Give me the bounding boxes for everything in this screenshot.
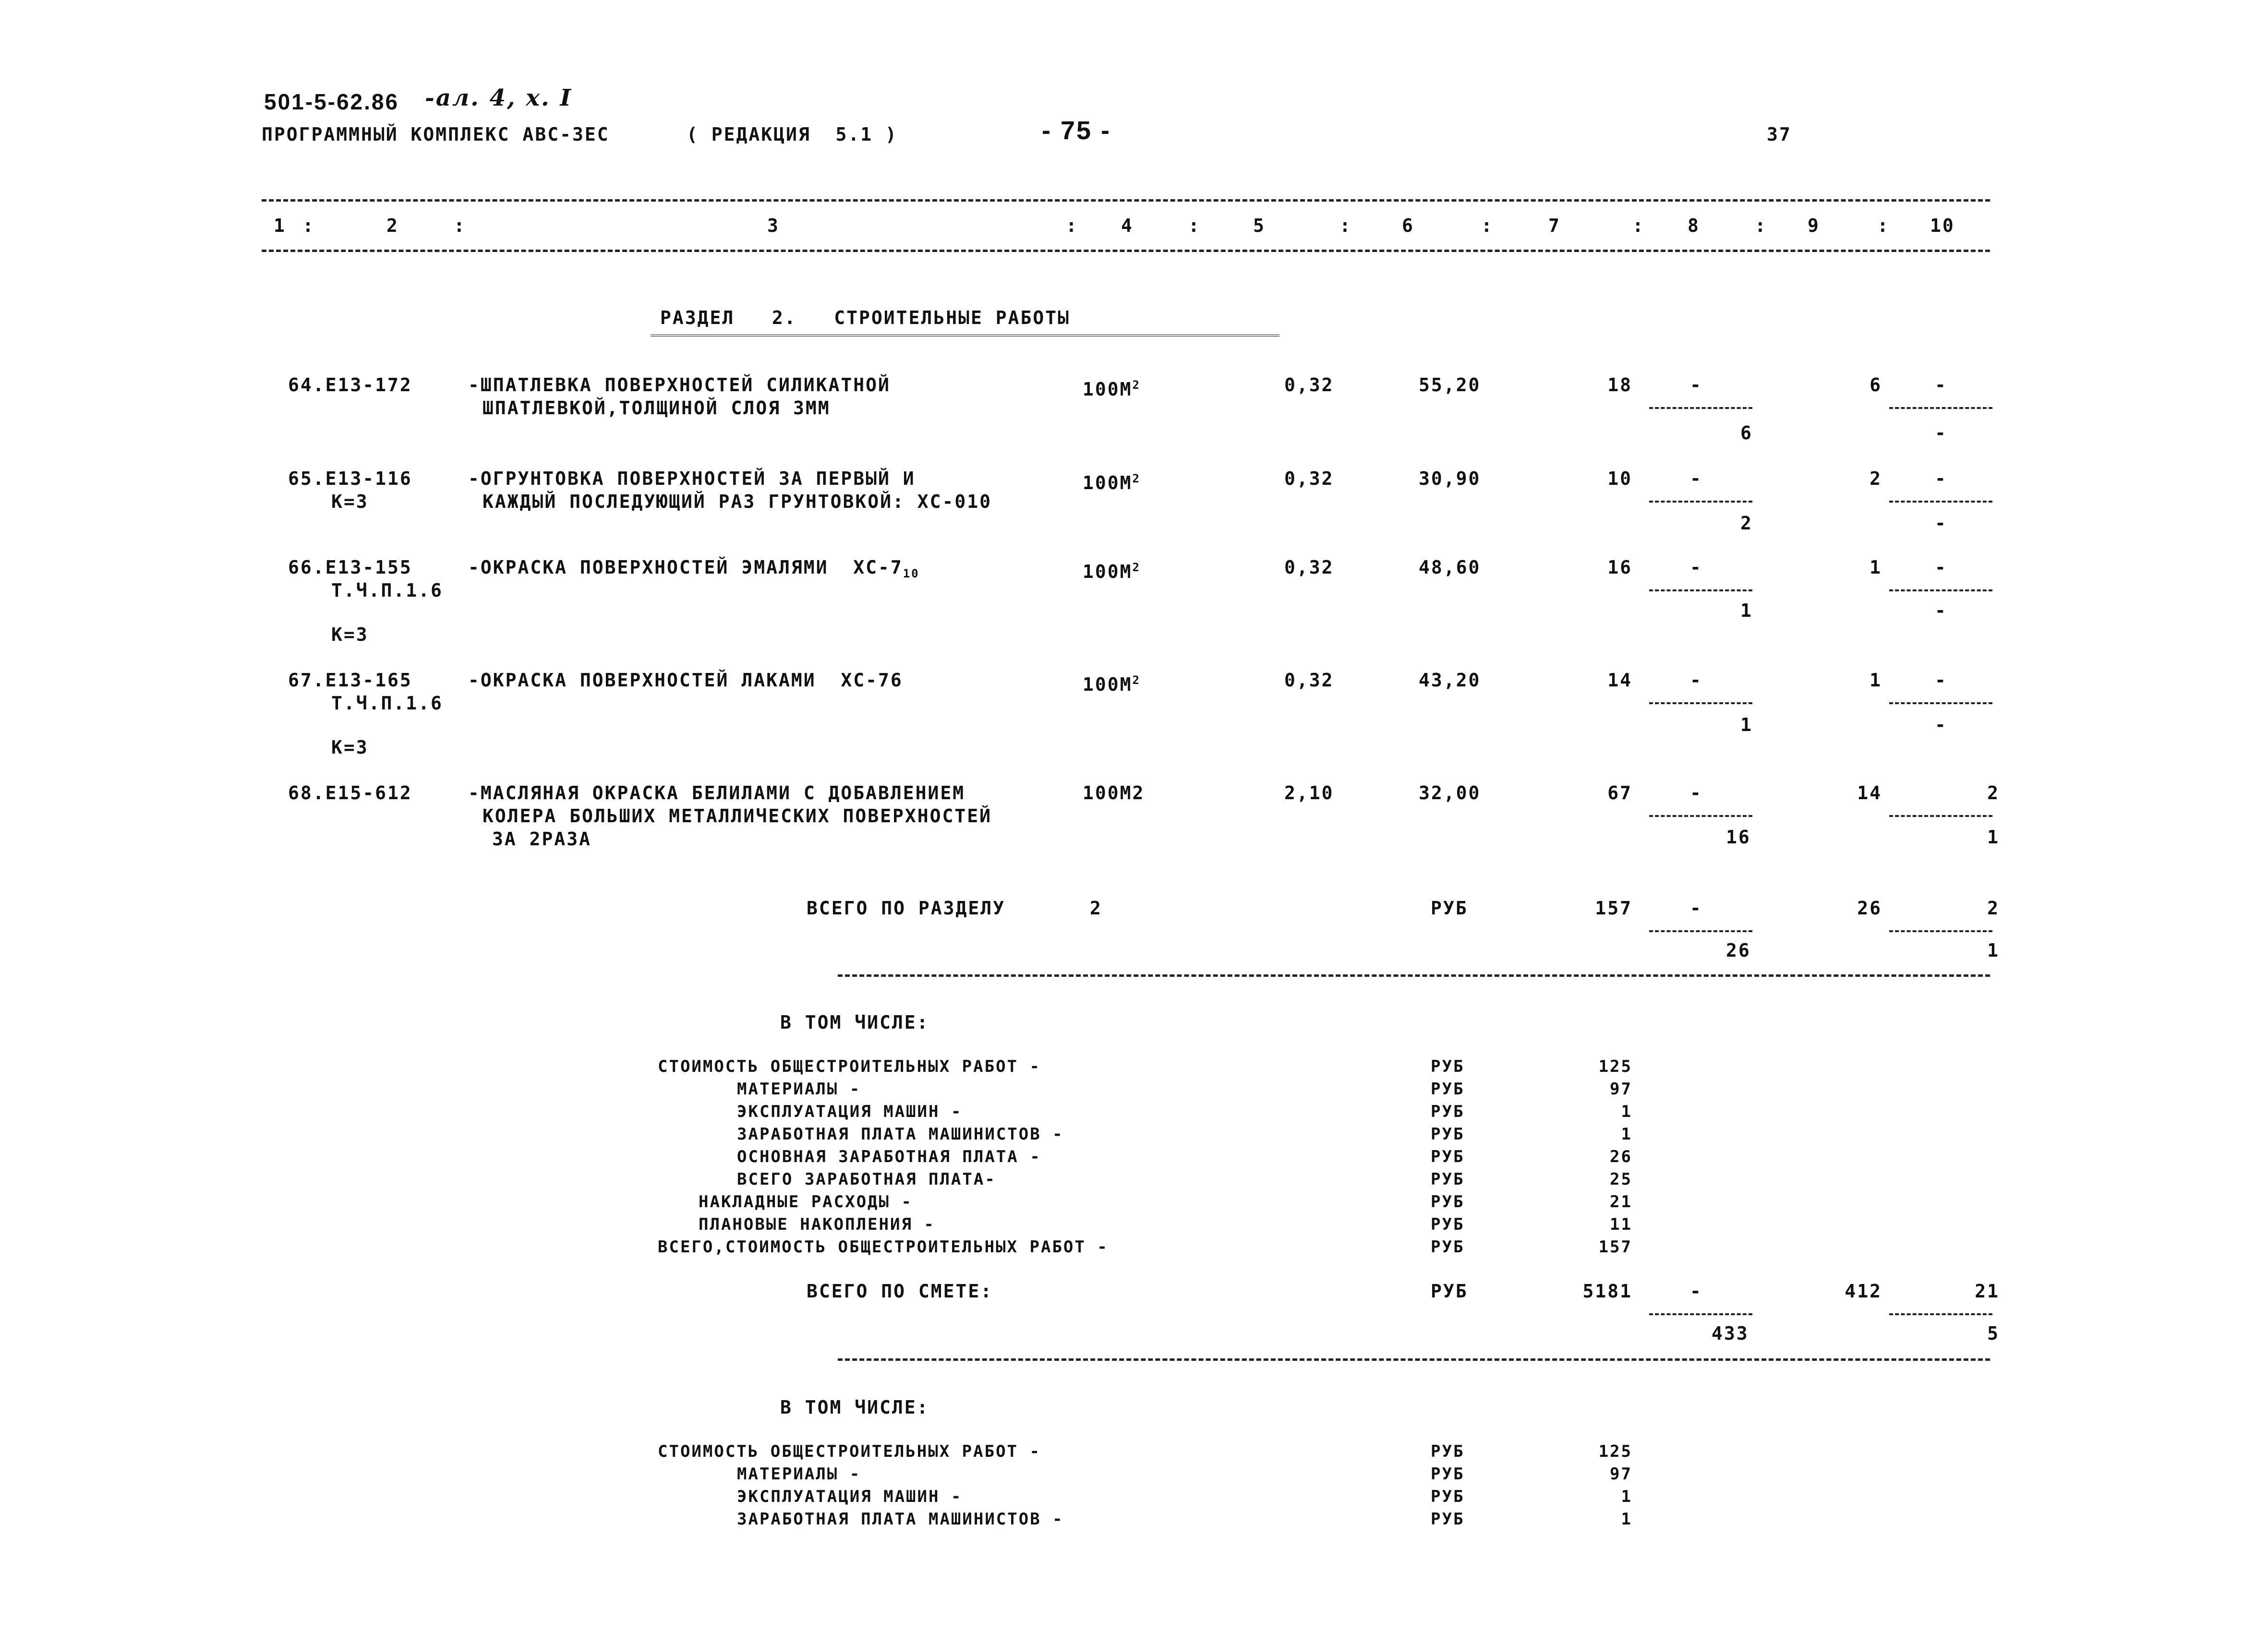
col10-bottom-value: 5 [1987, 1323, 2000, 1344]
col9-value: 2 [1870, 468, 1882, 489]
breakdown-label: НАКЛАДНЫЕ РАСХОДЫ - [699, 1192, 913, 1212]
item-description-line: -МАСЛЯНАЯ ОКРАСКА БЕЛИЛАМИ С ДОБАВЛЕНИЕМ [468, 782, 965, 804]
item-description-line: КАЖДЫЙ ПОСЛЕДУЮЩИЙ РАЗ ГРУНТОВКОЙ: ХС-010 [483, 491, 992, 512]
item-number: 68.Е15-612 [288, 782, 412, 804]
item-coefficient: К=3 [331, 624, 369, 645]
item-unit: 100М2 [1083, 782, 1145, 804]
col8-top-value: - [1690, 557, 1702, 578]
col10-top-value: - [1935, 468, 1947, 489]
breakdown-value: 97 [1610, 1080, 1632, 1099]
breakdown-label: ЭКСПЛУАТАЦИЯ МАШИН - [737, 1102, 963, 1121]
breakdown-value: 21 [1610, 1192, 1632, 1212]
breakdown-value: 1 [1621, 1510, 1632, 1529]
item-description-line: -ШПАТЛЕВКА ПОВЕРХНОСТЕЙ СИЛИКАТНОЙ [468, 374, 891, 396]
page-number: - 75 - [1042, 116, 1111, 145]
item-unit: $100М^2$ [1083, 378, 1141, 400]
column-number: 2 [386, 215, 399, 236]
breakdown-unit: РУБ [1431, 1510, 1465, 1529]
col10-fraction-rule [1889, 589, 1992, 591]
item-unit-price: 43,20 [1419, 670, 1481, 691]
item-number: 64.Е13-172 [288, 374, 412, 396]
column-separator: : [1632, 215, 1645, 236]
breakdown-unit: РУБ [1431, 1192, 1465, 1212]
breakdown-unit: РУБ [1431, 1442, 1465, 1461]
column-number: 5 [1253, 215, 1266, 236]
col8-fraction-rule [1649, 407, 1752, 409]
column-number: 8 [1688, 215, 1700, 236]
col10-bottom-value: - [1935, 600, 1947, 621]
breakdown-label: ОСНОВНАЯ ЗАРАБОТНАЯ ПЛАТА - [737, 1147, 1041, 1166]
section-total-value: 157 [1595, 898, 1632, 919]
breakdown-unit: РУБ [1431, 1102, 1465, 1121]
item-total: 14 [1607, 670, 1632, 691]
col9-value: 6 [1870, 374, 1882, 396]
col10-bottom-value: 1 [1987, 827, 2000, 848]
col10-fraction-rule [1889, 407, 1992, 409]
item-description-line: -ОКРАСКА ПОВЕРХНОСТЕЙ ЭМАЛЯМИ $ХС-7_{10}$ [468, 557, 920, 580]
col8-top-value: - [1690, 898, 1702, 919]
section-total-rule [838, 974, 1990, 977]
item-quantity: 2,10 [1284, 782, 1334, 804]
col8-bottom-value: 6 [1740, 422, 1753, 444]
col10-top-value: 21 [1975, 1281, 2000, 1302]
col9-value: 26 [1857, 898, 1882, 919]
breakdown-label: СТОИМОСТЬ ОБЩЕСТРОИТЕЛЬНЫХ РАБОТ - [658, 1442, 1041, 1461]
breakdown-unit: РУБ [1431, 1464, 1465, 1484]
including-label: В ТОМ ЧИСЛЕ: [780, 1012, 929, 1033]
item-unit: $100М^2$ [1083, 561, 1141, 582]
breakdown-label: ЗАРАБОТНАЯ ПЛАТА МАШИНИСТОВ - [737, 1125, 1064, 1144]
col8-bottom-value: 16 [1726, 827, 1751, 848]
item-unit-price: 32,00 [1419, 782, 1481, 804]
col8-fraction-rule [1649, 930, 1752, 932]
column-separator: : [454, 215, 466, 236]
col8-bottom-value: 1 [1740, 600, 1753, 621]
column-number: 10 [1930, 215, 1955, 236]
column-separator: : [1877, 215, 1890, 236]
section-title-underline [651, 335, 1279, 336]
section-title: РАЗДЕЛ 2. СТРОИТЕЛЬНЫЕ РАБОТЫ [660, 307, 1070, 328]
program-line: ПРОГРАММНЫЙ КОМПЛЕКС АВС-ЗЕС [262, 124, 610, 145]
column-separator: : [1755, 215, 1767, 236]
col10-bottom-value: - [1935, 714, 1947, 735]
col10-top-value: 2 [1987, 898, 2000, 919]
item-number: 67.Е13-165 [288, 670, 412, 691]
col10-top-value: - [1935, 670, 1947, 691]
section-total-label: ВСЕГО ПО РАЗДЕЛУ [807, 898, 1006, 919]
column-header-top-rule [262, 199, 1990, 202]
col8-top-value: - [1690, 1281, 1702, 1302]
col10-top-value: - [1935, 374, 1947, 396]
column-header-bottom-rule [262, 250, 1990, 252]
estimate-total-value: 5181 [1582, 1281, 1632, 1302]
item-reference: Т.Ч.П.1.6 [331, 693, 443, 714]
breakdown-value: 1 [1621, 1125, 1632, 1144]
col8-fraction-rule [1649, 589, 1752, 591]
column-separator: : [1339, 215, 1352, 236]
col9-value: 14 [1857, 782, 1882, 804]
col8-bottom-value: 2 [1740, 513, 1753, 534]
item-unit: $100М^2$ [1083, 472, 1141, 493]
breakdown-unit: РУБ [1431, 1487, 1465, 1506]
col8-fraction-rule [1649, 702, 1752, 704]
column-number: 1 [274, 215, 286, 236]
breakdown-label: ВСЕГО ЗАРАБОТНАЯ ПЛАТА- [737, 1170, 996, 1189]
breakdown-value: 97 [1610, 1464, 1632, 1484]
estimate-total-rule [838, 1358, 1990, 1361]
col10-bottom-value: - [1935, 422, 1947, 444]
col8-fraction-rule [1649, 815, 1752, 817]
column-separator: : [302, 215, 315, 236]
item-unit-price: 48,60 [1419, 557, 1481, 578]
breakdown-unit: РУБ [1431, 1057, 1465, 1076]
col8-bottom-value: 433 [1712, 1323, 1749, 1344]
column-number: 6 [1402, 215, 1414, 236]
col8-fraction-rule [1649, 1313, 1752, 1315]
col8-top-value: - [1690, 670, 1702, 691]
col10-fraction-rule [1889, 702, 1992, 704]
breakdown-unit: РУБ [1431, 1080, 1465, 1099]
estimate-total-unit: РУБ [1431, 1281, 1468, 1302]
item-quantity: 0,32 [1284, 670, 1334, 691]
column-number: 4 [1121, 215, 1134, 236]
column-separator: : [1188, 215, 1201, 236]
breakdown-unit: РУБ [1431, 1147, 1465, 1166]
item-description-line: -ОКРАСКА ПОВЕРХНОСТЕЙ ЛАКАМИ ХС-76 [468, 670, 903, 691]
section-total-unit: РУБ [1431, 898, 1468, 919]
item-total: 18 [1607, 374, 1632, 396]
breakdown-label: ЭКСПЛУАТАЦИЯ МАШИН - [737, 1487, 963, 1506]
breakdown-value: 11 [1610, 1215, 1632, 1234]
item-description-line: -ОГРУНТОВКА ПОВЕРХНОСТЕЙ ЗА ПЕРВЫЙ И [468, 468, 916, 489]
column-number: 3 [767, 215, 780, 236]
col8-bottom-value: 26 [1726, 940, 1751, 961]
breakdown-value: 1 [1621, 1102, 1632, 1121]
breakdown-unit: РУБ [1431, 1170, 1465, 1189]
edition-label: ( РЕДАКЦИЯ 5.1 ) [687, 124, 898, 145]
col8-top-value: - [1690, 374, 1702, 396]
column-separator: : [1066, 215, 1078, 236]
breakdown-label: СТОИМОСТЬ ОБЩЕСТРОИТЕЛЬНЫХ РАБОТ - [658, 1057, 1041, 1076]
item-coefficient: К=3 [331, 737, 369, 758]
col8-fraction-rule [1649, 501, 1752, 503]
item-quantity: 0,32 [1284, 374, 1334, 396]
breakdown-label: МАТЕРИАЛЫ - [737, 1464, 861, 1484]
column-number: 9 [1808, 215, 1820, 236]
breakdown-unit: РУБ [1431, 1125, 1465, 1144]
col8-top-value: - [1690, 468, 1702, 489]
breakdown-label: ЗАРАБОТНАЯ ПЛАТА МАШИНИСТОВ - [737, 1510, 1064, 1529]
item-total: 10 [1607, 468, 1632, 489]
breakdown-unit: РУБ [1431, 1237, 1465, 1257]
item-reference: Т.Ч.П.1.6 [331, 580, 443, 601]
sheet-number: 37 [1767, 124, 1792, 145]
breakdown-value: 125 [1598, 1057, 1632, 1076]
item-quantity: 0,32 [1284, 557, 1334, 578]
document-code: 501-5-62.86 [264, 89, 399, 114]
item-coefficient: К=3 [331, 491, 369, 512]
item-number: 65.Е13-116 [288, 468, 412, 489]
col10-bottom-value: 1 [1987, 940, 2000, 961]
col10-top-value: 2 [1987, 782, 2000, 804]
column-separator: : [1481, 215, 1494, 236]
col9-value: 1 [1870, 557, 1882, 578]
breakdown-value: 1 [1621, 1487, 1632, 1506]
col10-fraction-rule [1889, 930, 1992, 932]
handwritten-mark: -ал. 4, х. I [425, 84, 572, 111]
item-total: 67 [1607, 782, 1632, 804]
item-unit-price: 55,20 [1419, 374, 1481, 396]
breakdown-label: ВСЕГО,СТОИМОСТЬ ОБЩЕСТРОИТЕЛЬНЫХ РАБОТ - [658, 1237, 1109, 1257]
breakdown-value: 26 [1610, 1147, 1632, 1166]
breakdown-label: ПЛАНОВЫЕ НАКОПЛЕНИЯ - [699, 1215, 935, 1234]
col10-fraction-rule [1889, 815, 1992, 817]
col10-top-value: - [1935, 557, 1947, 578]
col9-value: 412 [1845, 1281, 1882, 1302]
item-description-line: КОЛЕРА БОЛЬШИХ МЕТАЛЛИЧЕСКИХ ПОВЕРХНОСТЕЙ [483, 805, 992, 827]
item-description-line: ЗА 2РАЗА [492, 828, 592, 850]
breakdown-unit: РУБ [1431, 1215, 1465, 1234]
item-quantity: 0,32 [1284, 468, 1334, 489]
item-number: 66.Е13-155 [288, 557, 412, 578]
item-total: 16 [1607, 557, 1632, 578]
item-unit: $100М^2$ [1083, 673, 1141, 695]
col10-fraction-rule [1889, 1313, 1992, 1315]
breakdown-value: 157 [1598, 1237, 1632, 1257]
including-label: В ТОМ ЧИСЛЕ: [780, 1397, 929, 1418]
item-unit-price: 30,90 [1419, 468, 1481, 489]
col8-bottom-value: 1 [1740, 714, 1753, 735]
col8-top-value: - [1690, 782, 1702, 804]
item-description-line: ШПАТЛЕВКОЙ,ТОЛЩИНОЙ СЛОЯ 3ММ [483, 397, 831, 419]
col9-value: 1 [1870, 670, 1882, 691]
breakdown-value: 125 [1598, 1442, 1632, 1461]
col10-bottom-value: - [1935, 513, 1947, 534]
column-number: 7 [1548, 215, 1561, 236]
estimate-total-label: ВСЕГО ПО СМЕТЕ: [807, 1281, 993, 1302]
col10-fraction-rule [1889, 501, 1992, 503]
section-total-section: 2 [1090, 898, 1102, 919]
breakdown-label: МАТЕРИАЛЫ - [737, 1080, 861, 1099]
breakdown-value: 25 [1610, 1170, 1632, 1189]
